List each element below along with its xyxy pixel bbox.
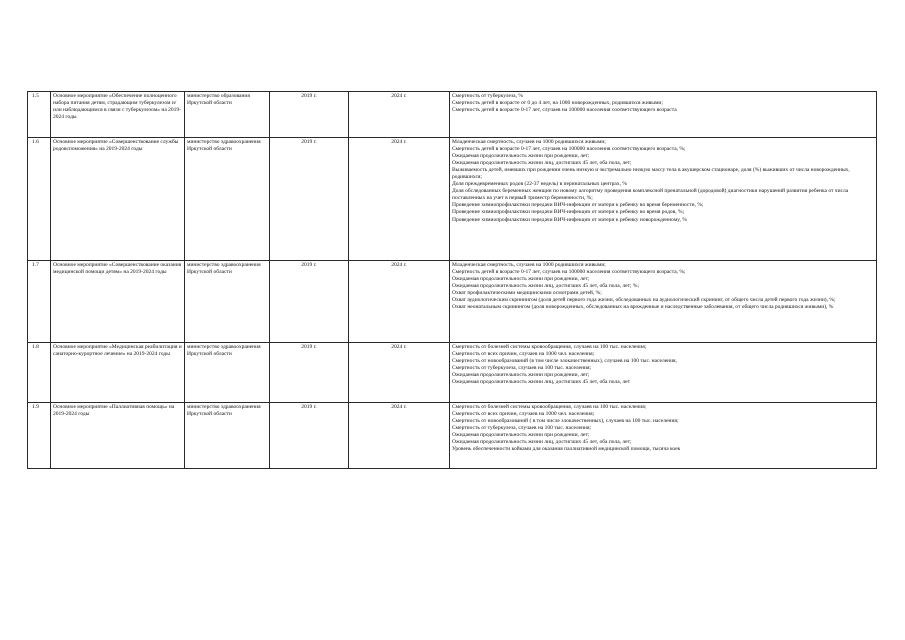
indicator-line: Охват аудиологическим скринингом (доля детей первого года жизни, обследованных на аудиологический скрининг, от общего числа детей первого года жизни), %; — [452, 296, 836, 303]
end-year: 2024 г. — [349, 403, 450, 469]
indicator-line: Ожидаемая продолжительность жизни лиц, достигших 45 лет, оба пола, лет; %; — [452, 282, 640, 289]
row-number: 1.9 — [28, 403, 51, 469]
indicator-line: Ожидаемая продолжительность жизни при рождении, лет; — [452, 275, 590, 282]
indicator-line: Проведение химиопрофилактики передачи ВИЧ-инфекции от матери к ребенку во время родов, %; — [452, 209, 685, 216]
end-year: 2024 г. — [349, 138, 450, 261]
indicator-line: Смертность от болезней системы кровообращения, случаев на 100 тыс. населения; — [452, 343, 647, 350]
indicator-line: Охват неонатальным скринингом (доля новорожденных, обследованных на врожденные и наследственные заболевания, от общего числа родившихся живыми), % — [452, 304, 834, 311]
start-year: 2019 г. — [270, 261, 349, 343]
table-row — [28, 92, 877, 138]
indicator-line: Охват профилактическими медицинскими осмотрами детей, %; — [452, 289, 602, 296]
executor: министерство образования Иркутской области — [185, 92, 270, 138]
indicator-line: Смертность детей в возрасте 0-17 лет, случаев на 100000 населения соответствующего возраста, %; — [452, 145, 686, 152]
indicator-line: Ожидаемая продолжительность жизни лиц, достигших 45 лет, оба пола, лет — [452, 378, 630, 385]
indicator-line: Ожидаемая продолжительность жизни при рождении, лет; — [452, 152, 590, 159]
table-row — [28, 343, 877, 403]
measure-name: Основное мероприятие «Обеспечение полноценного набора питания детям, страдающим туберкулезом и/или наблюдающимся в связи с туберкулезом» на 2019-2024 годы — [51, 92, 185, 138]
measure-name: Основное мероприятие «Паллиативная помощь» на 2019-2024 годы — [51, 403, 185, 469]
indicator-line: Выживаемость детей, имевших при рождении очень низкую и экстремально низкую массу тела в акушерском стационаре, доля (%) выживших от числа новорожденных, родившихся; — [452, 166, 850, 180]
executor: министерство здравоохранения Иркутской области — [185, 138, 270, 261]
indicator-line: Ожидаемая продолжительность жизни при рождении, лет; — [452, 371, 590, 378]
indicator-line: Смертность от новообразований ( в том числе злокачественных), случаев на 100 тыс. населения; — [452, 417, 679, 424]
start-year: 2019 г. — [270, 343, 349, 403]
row-number: 1.6 — [28, 138, 51, 261]
indicator-line: Смертность детей в возрасте 0-17 лет, случаев на 100000 населения соответствующего возраста, %; — [452, 268, 686, 275]
indicators-cell — [450, 403, 877, 469]
table-row — [28, 261, 877, 343]
indicator-line: Смертность от новообразований (в том числе злокачественных), случаев на 100 тыс. населения, — [452, 357, 677, 364]
indicators-cell — [450, 92, 877, 138]
measure-name: Основное мероприятие «Совершенствование оказания медицинской помощи детям» на 2019-2024 годы — [51, 261, 185, 343]
end-year: 2024 г. — [349, 261, 450, 343]
indicator-line: Смертность детей в возрасте 0-17 лет, случаев на 100000 населения соответствующего возраста — [452, 106, 677, 113]
executor: министерство здравоохранения Иркутской области — [185, 403, 270, 469]
end-year: 2024 г. — [349, 343, 450, 403]
indicator-line: Уровень обеспеченности койками для оказания паллиативной медицинской помощи, тысяча коек — [452, 446, 681, 453]
indicator-line: Ожидаемая продолжительность жизни лиц, достигших 45 лет, оба пола, лет; — [452, 159, 632, 166]
indicator-line: Доля преждевременных родов (22-37 недель) в перинатальных центрах, % — [452, 181, 627, 188]
row-number: 1.7 — [28, 261, 51, 343]
indicator-line: Ожидаемая продолжительность жизни при рождении, лет; — [452, 431, 590, 438]
indicator-line: Проведение химиопрофилактики передачи ВИЧ-инфекции от матери к ребенку новорожденному, % — [452, 216, 687, 223]
row-number: 1.5 — [28, 92, 51, 138]
end-year: 2024 г. — [349, 92, 450, 138]
measure-name: Основное мероприятие «Совершенствование службы родовспоможения» на 2019-2024 годы — [51, 138, 185, 261]
executor: министерство здравоохранения Иркутской области — [185, 343, 270, 403]
indicator-line: Смертность от всех причин, случаев на 1000 чел. населения; — [452, 350, 595, 357]
indicator-line: Смертность от туберкулеза, случаев на 100 тыс. населения; — [452, 364, 592, 371]
indicator-line: Смертность от туберкулеза, % — [452, 92, 523, 99]
table-row — [28, 403, 877, 469]
executor: министерство здравоохранения Иркутской области — [185, 261, 270, 343]
indicators-cell — [450, 138, 877, 261]
indicator-line: Смертность от туберкулеза, случаев на 100 тыс. населения; — [452, 424, 592, 431]
start-year: 2019 г. — [270, 138, 349, 261]
table-row — [28, 138, 877, 261]
indicator-line: Смертность от болезней системы кровообращения, случаев на 100 тыс. населения; — [452, 403, 647, 410]
measures-table — [27, 91, 877, 469]
indicator-line: Смертность детей в возрасте от 0 до 4 лет, на 1000 новорожденных, родившихся живыми; — [452, 99, 663, 106]
start-year: 2019 г. — [270, 403, 349, 469]
indicators-cell — [450, 261, 877, 343]
indicators-cell — [450, 343, 877, 403]
indicator-line: Смертность от всех причин, случаев на 1000 чел. населения; — [452, 410, 595, 417]
measure-name: Основное мероприятие «Медицинская реабилитация и санаторно-курортное лечение» на 2019-2024 годы — [51, 343, 185, 403]
indicator-line: Проведение химиопрофилактики передачи ВИЧ-инфекции от матери к ребенку во время беременности, %; — [452, 202, 704, 209]
indicator-line: Младенческая смертность, случаев на 1000 родившихся живыми; — [452, 261, 606, 268]
indicator-line: Ожидаемая продолжительность жизни лиц, достигших 45 лет, оба пола, лет; — [452, 438, 632, 445]
indicator-line: Младенческая смертность, случаев на 1000 родившихся живыми; — [452, 138, 606, 145]
row-number: 1.8 — [28, 343, 51, 403]
start-year: 2019 г. — [270, 92, 349, 138]
indicator-line: Доля обследованных беременных женщин по новому алгоритму проведения комплексной пренатальной (дородовой) диагностики нарушений развития ребенка от числа поставленных на учет в первый триместр беременности, %; — [452, 188, 849, 202]
